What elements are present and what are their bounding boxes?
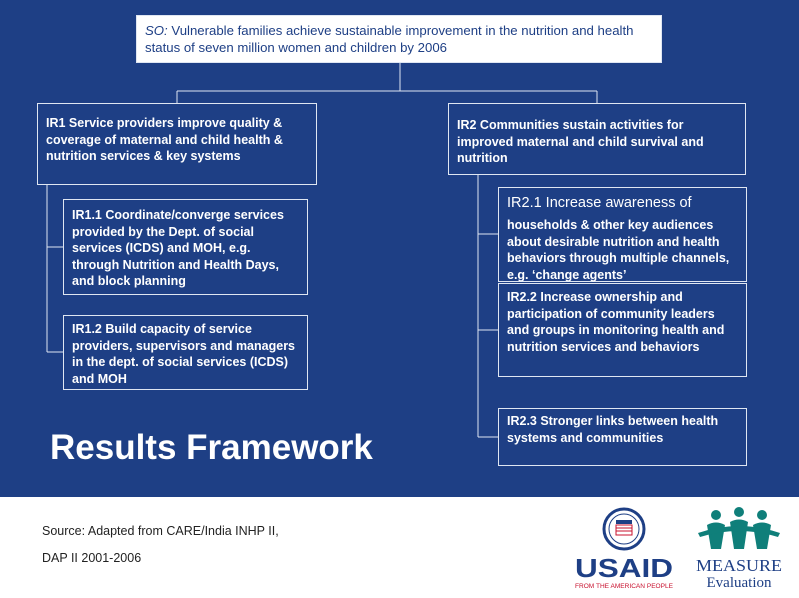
measure-subtitle: Evaluation xyxy=(706,575,772,591)
usaid-tagline: FROM THE AMERICAN PEOPLE xyxy=(575,584,673,590)
source-note xyxy=(42,518,372,572)
source-line-2: DAP II 2001-2006 xyxy=(42,551,142,565)
so-tag: SO: xyxy=(145,23,168,38)
ir2-box: IR2 Communities sustain activities for improved maternal and child survival and nutrition xyxy=(448,103,746,175)
ir1-2-box: IR1.2 Build capacity of service providers, supervisors and managers in the dept. of social services (ICDS) and MOH xyxy=(63,315,308,390)
ir2-2-box: IR2.2 Increase ownership and participation of community leaders and groups in monitoring health and nutrition services and behaviors xyxy=(498,283,747,377)
ir2-1-box xyxy=(498,187,747,282)
ir2-1-text: households & other key audiences about desirable nutrition and health behaviors through multiple channels, e.g. ‘change agents’ xyxy=(507,218,730,282)
ir1-1-box: IR1.1 Coordinate/converge services provided by the Dept. of social services (ICDS) and MOH, e.g. through Nutrition and Health Days, and block planning xyxy=(63,199,308,295)
usaid-wordmark: USAID xyxy=(575,553,673,583)
measure-wordmark: MEASURE xyxy=(696,556,782,575)
usaid-logo xyxy=(572,505,676,591)
ir2-1-lead: IR2.1 Increase awareness of xyxy=(507,195,692,211)
so-text: Vulnerable families achieve sustainable improvement in the nutrition and health status of seven million women and children by 2006 xyxy=(145,23,634,55)
measure-evaluation-logo xyxy=(693,505,785,591)
ir2-3-box: IR2.3 Stronger links between health systems and communities xyxy=(498,408,747,466)
ir1-box: IR1 Service providers improve quality & coverage of maternal and child health & nutrition services & key systems xyxy=(37,103,317,185)
page-title: Results Framework xyxy=(50,428,373,467)
source-line-1: Source: Adapted from CARE/India INHP II, xyxy=(42,524,279,538)
strategic-objective-box xyxy=(136,15,662,63)
